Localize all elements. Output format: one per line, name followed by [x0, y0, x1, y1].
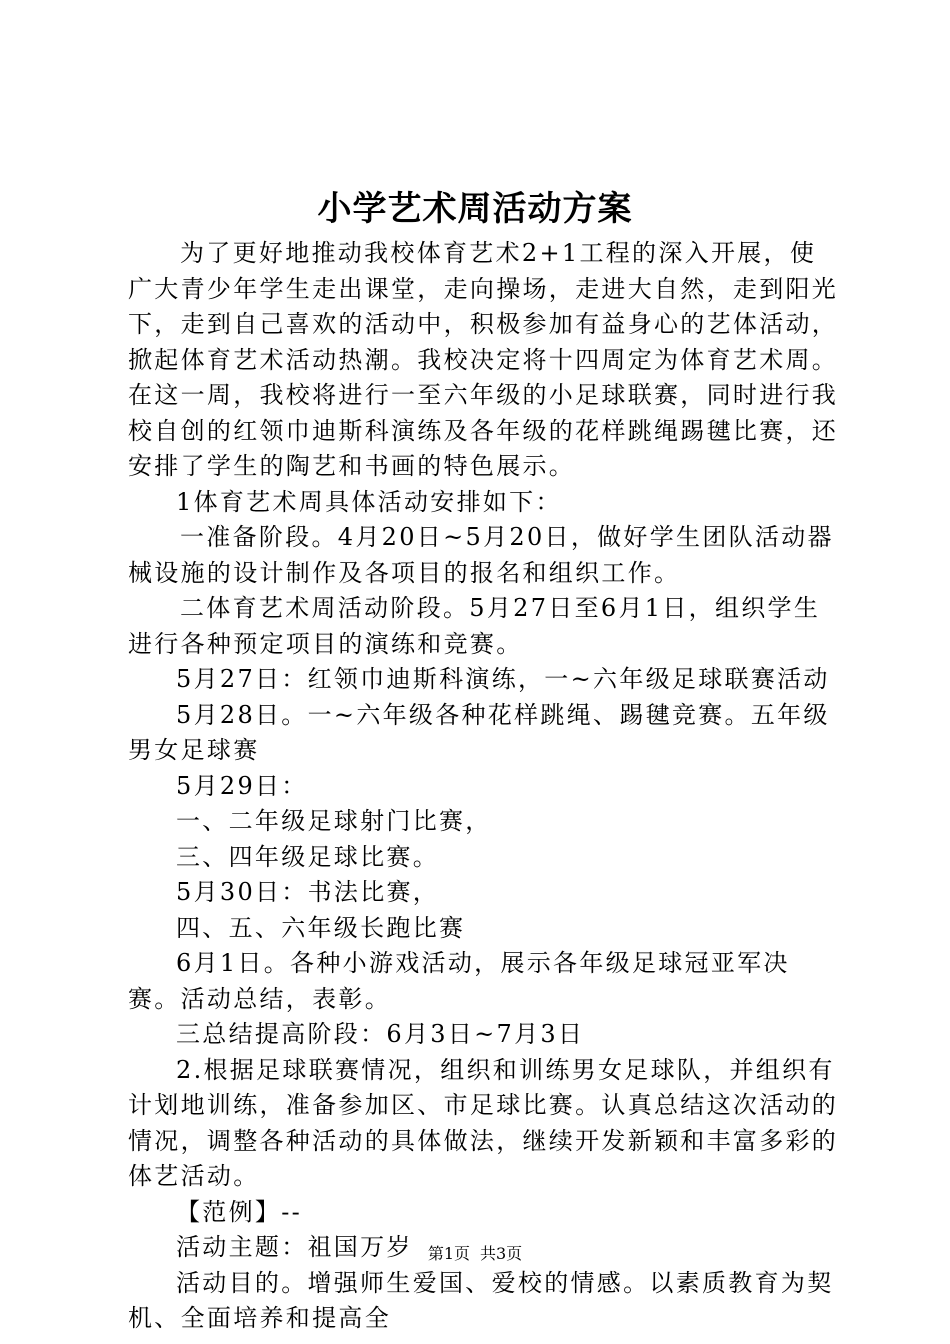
page-total: 共3页	[480, 1244, 523, 1263]
paragraph-item-2: 2.根据足球联赛情况，组织和训练男女足球队，并组织有计划地训练，准备参加区、市足球比赛。认真总结这次活动的情况，调整各种活动的具体做法，继续开发新颖和丰富多彩的体艺活动。	[128, 1055, 839, 1190]
page-number: 第1页	[427, 1244, 470, 1263]
document-title: 小学艺术周活动方案	[317, 189, 633, 229]
paragraph-may-29: 5月29日：	[176, 771, 308, 800]
paragraph-grade-4-6: 四、五、六年级长跑比赛	[176, 913, 466, 942]
paragraph-june-1: 6月1日。各种小游戏活动，展示各年级足球冠亚军决赛。活动总结，表彰。	[128, 949, 790, 1013]
page-footer	[0, 1243, 950, 1265]
paragraph-grade-3-4: 三、四年级足球比赛。	[176, 842, 439, 871]
paragraph-summary-stage: 三总结提高阶段：6月3日~7月3日	[176, 1020, 585, 1048]
paragraph-may-27: 5月27日：红领巾迪斯科演练，一~六年级足球联赛活动	[176, 665, 830, 693]
paragraph-activity-stage: 二体育艺术周活动阶段。5月27日至6月1日，组织学生进行各种预定项目的演练和竞赛。	[128, 594, 821, 658]
paragraph-grade-1-2: 一、二年级足球射门比赛，	[176, 807, 492, 835]
paragraph-schedule-heading: 1体育艺术周具体活动安排如下：	[176, 487, 562, 516]
paragraph-example: 【范例】--	[176, 1197, 303, 1226]
paragraph-prep-stage: 一准备阶段。4月20日~5月20日，做好学生团队活动器械设施的设计制作及各项目的报名和组织工作。	[128, 523, 834, 587]
paragraph-may-28: 5月28日。一~六年级各种花样跳绳、踢毽竞赛。五年级男女足球赛	[128, 700, 830, 764]
paragraph-may-30: 5月30日：书法比赛，	[176, 878, 440, 906]
paragraph-intro: 为了更好地推动我校体育艺术2+1工程的深入开展，使广大青少年学生走出课堂，走向操场，走进大自然，走到阳光下，走到自己喜欢的活动中，积极参加有益身心的艺体活动，掀起体育艺术活动热潮。我校决定将十四周定为体育艺术周。在这一周，我校将进行一至六年级的小足球联赛，同时进行我校自创的红领巾迪斯科演练及各年级的花样跳绳踢毽比赛，还安排了学生的陶艺和书画的特色展示。	[128, 239, 839, 480]
document-body	[128, 236, 840, 1337]
paragraph-purpose: 活动目的。增强师生爱国、爱校的情感。以素质教育为契机、全面培养和提高全	[128, 1268, 834, 1332]
paragraph-theme: 活动主题：祖国万岁	[176, 1233, 413, 1261]
